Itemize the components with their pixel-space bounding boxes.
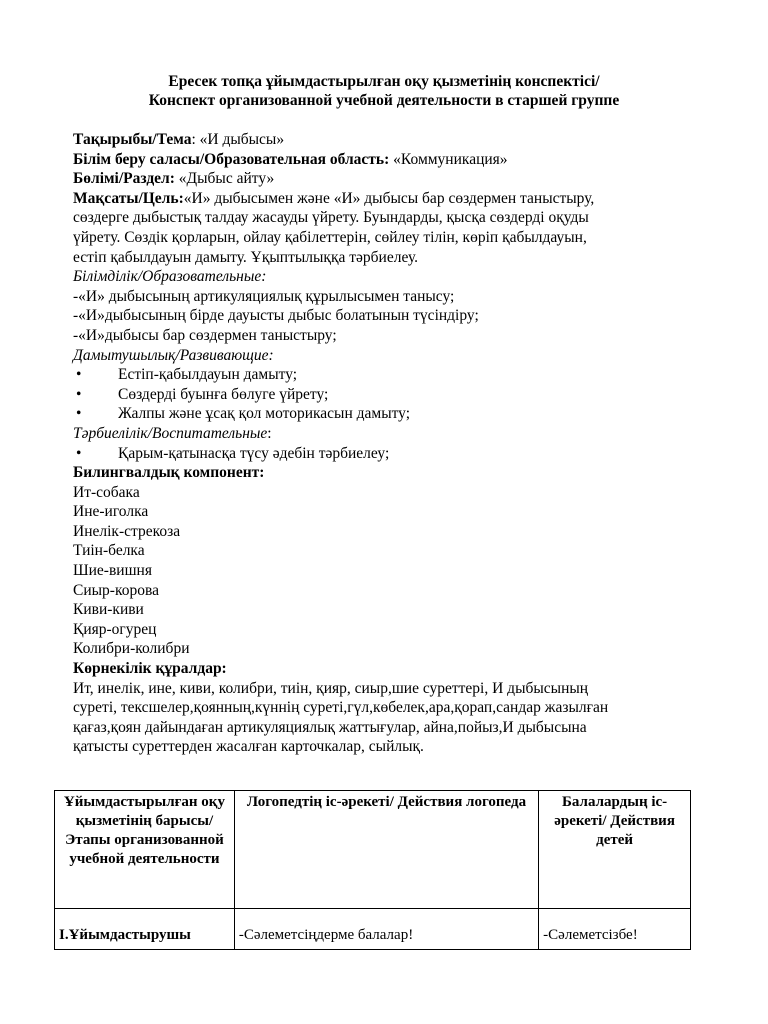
goal-label: Мақсаты/Цель: bbox=[73, 189, 184, 207]
bilingual-item: Шие-вишня bbox=[73, 562, 152, 580]
bilingual-item: Киви-киви bbox=[73, 601, 144, 619]
bilingual-item: Ине-иголка bbox=[73, 503, 149, 521]
table-cell-teacher: -Сәлеметсіңдерме балалар! bbox=[234, 909, 538, 950]
table-row bbox=[55, 909, 691, 950]
table-cell-stage: І.Ұйымдастырушы bbox=[55, 909, 235, 950]
developing-heading: Дамытушылық/Развивающие: bbox=[73, 346, 274, 364]
educational-item: -«И» дыбысының артикуляциялық құрылысымен танысу; bbox=[73, 287, 455, 305]
developing-item bbox=[73, 365, 713, 385]
goal-text: сөздерге дыбыстық талдау жасауды үйрету. Буындарды, қысқа сөздерді оқуды bbox=[73, 209, 589, 227]
area-label: Білім беру саласы/Образовательная область: bbox=[73, 150, 390, 168]
table-header-row bbox=[55, 791, 691, 909]
bilingual-heading: Билингвалдық компонент: bbox=[73, 464, 265, 482]
visual-aids-text: қатысты суреттерден жасалған карточкалар, сыйлық. bbox=[73, 738, 424, 756]
area-value: «Коммуникация» bbox=[389, 150, 508, 168]
visual-aids-heading: Көрнекілік құралдар: bbox=[73, 660, 227, 678]
topic-value: : «И дыбысы» bbox=[191, 131, 285, 148]
section-label: Бөлімі/Раздел: bbox=[73, 170, 175, 188]
developing-item bbox=[73, 404, 713, 424]
bilingual-item: Қияр-огурец bbox=[73, 620, 157, 638]
upbringing-heading: Тәрбиелілік/Воспитательные bbox=[73, 424, 268, 442]
bilingual-item: Инелік-стрекоза bbox=[73, 522, 181, 540]
upbringing-item bbox=[73, 444, 713, 464]
section-line bbox=[73, 169, 713, 189]
upbringing-colon: : bbox=[267, 424, 272, 442]
goal-text: «И» дыбысымен және «И» дыбысы бар сөздермен таныстыру, bbox=[183, 189, 595, 207]
section-value: «Дыбыс айту» bbox=[174, 170, 275, 188]
bilingual-item: Тиін-белка bbox=[73, 542, 145, 560]
document-title-russian: Конспект организованной учебной деятельности в старшей группе bbox=[148, 92, 620, 109]
educational-item: -«И»дыбысы бар сөздермен таныстыру; bbox=[73, 326, 337, 344]
document-body bbox=[73, 130, 713, 757]
bullet: • bbox=[76, 366, 82, 384]
visual-aids-text: суреті, тексшелер,қоянның,күннің суреті,гүл,көбелек,ара,қорап,сандар жазылған bbox=[73, 699, 609, 717]
lesson-stages-table bbox=[54, 790, 691, 950]
developing-item-text: Жалпы және ұсақ қол моторикасын дамыту; bbox=[118, 405, 411, 423]
document-title-kazakh: Ересек топқа ұйымдастырылған оқу қызметінің конспектісі/ bbox=[168, 73, 600, 90]
developing-item bbox=[73, 385, 713, 405]
upbringing-heading-line bbox=[73, 424, 713, 444]
bilingual-item: Ит-собака bbox=[73, 483, 140, 501]
educational-heading: Білімділік/Образовательные: bbox=[73, 268, 267, 286]
table-header-children: Балалардың іс-әрекеті/ Действия детей bbox=[539, 791, 691, 909]
goal-line bbox=[73, 189, 713, 209]
visual-aids-text: Ит, инелік, ине, киви, колибри, тиін, қияр, сиыр,шие суреттері, И дыбысының bbox=[73, 679, 589, 697]
upbringing-item-text: Қарым-қатынасқа түсу әдебін тәрбиелеу; bbox=[118, 444, 390, 462]
developing-item-text: Естіп-қабылдауын дамыту; bbox=[118, 366, 298, 384]
goal-text: үйрету. Сөздік қорларын, ойлау қабілеттерін, сөйлеу тілін, көріп қабылдауын, bbox=[73, 228, 587, 246]
bullet: • bbox=[76, 444, 82, 462]
bullet: • bbox=[76, 405, 82, 423]
visual-aids-text: қағаз,қоян дайындаған артикуляциялық жаттығулар, айна,пойыз,И дыбысына bbox=[73, 718, 587, 736]
table-header-stage: Ұйымдастырылған оқу қызметінің барысы/ Этапы организованной учебной деятельности bbox=[55, 791, 235, 909]
table-cell-children: -Сәлеметсізбе! bbox=[539, 909, 691, 950]
topic-label: Тақырыбы/Тема bbox=[73, 131, 192, 148]
developing-item-text: Сөздерді буынға бөлуге үйрету; bbox=[118, 385, 329, 403]
table-header-teacher: Логопедтің іс-әрекеті/ Действия логопеда bbox=[234, 791, 538, 909]
bilingual-item: Колибри-колибри bbox=[73, 640, 190, 658]
goal-text: естіп қабылдауын дамыту. Ұқыптылыққа тәрбиелеу. bbox=[73, 248, 419, 266]
educational-item: -«И»дыбысының бірде дауысты дыбыс болатынын түсіндіру; bbox=[73, 307, 479, 325]
area-line bbox=[73, 150, 713, 170]
bilingual-item: Сиыр-корова bbox=[73, 581, 159, 599]
topic-line bbox=[73, 130, 713, 150]
bullet: • bbox=[76, 385, 82, 403]
